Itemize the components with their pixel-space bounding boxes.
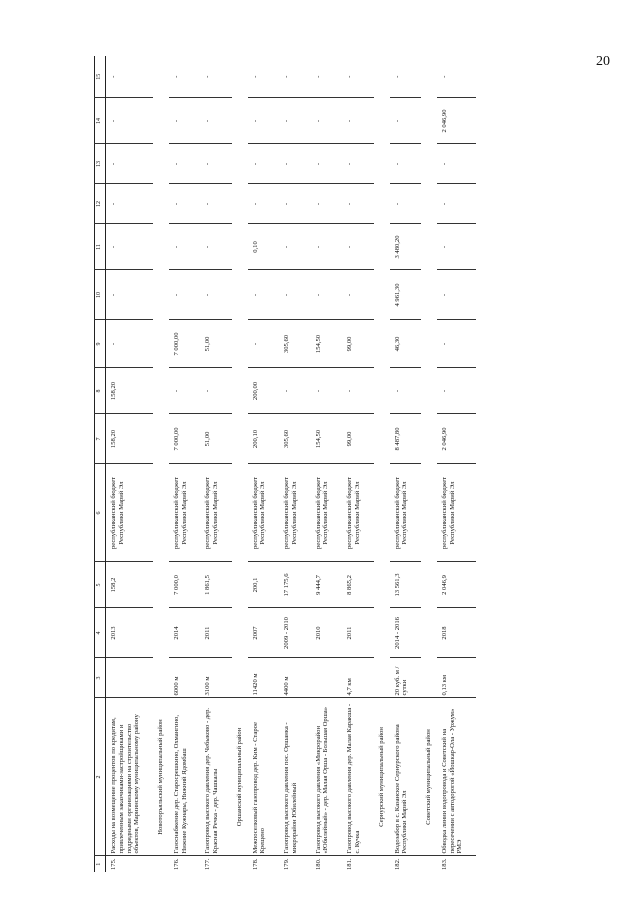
object-name: Газопровод высокого давления дер. Чебыково - дер. Красная Речка - дер. Чашкалы [200,698,232,856]
object-name: Расходы на возмещение процентов по кредитам, привлеченным заказчиками-застройщиками и подрядными организациями на строительство объектов, Мариинскому муниципальному району [106,698,154,856]
years: 2013 [106,608,154,658]
amount-col-14: - [311,98,343,144]
amount-col-14: - [342,98,374,144]
estimated-cost: 2 046,9 [437,562,476,608]
amount-col-11: - [437,224,476,270]
amount-col-10: - [169,270,201,320]
capacity [106,658,154,698]
estimated-cost: 9 444,7 [311,562,343,608]
amount-col-10: - [106,270,154,320]
page-number: 20 [596,54,610,69]
amount-col-9: 46,30 [390,320,422,368]
table-row [169,56,201,872]
funding-source: республиканский бюджет Республики Марий Эл [106,464,154,562]
amount-col-13: - [390,144,422,184]
capacity: 3100 м [200,658,232,698]
amount-col-10: - [279,270,311,320]
section-row [421,56,437,872]
total-amount: 154,50 [311,414,343,464]
funding-source: республиканский бюджет Республики Марий Эл [200,464,232,562]
capacity: 6000 м [169,658,201,698]
amount-col-15: - [248,56,280,98]
amount-col-15: - [390,56,422,98]
years: 2010 [311,608,343,658]
amount-col-15: - [437,56,476,98]
amount-col-9: - [437,320,476,368]
total-amount: 200,10 [248,414,280,464]
funding-source: республиканский бюджет Республики Марий Эл [169,464,201,562]
amount-col-8: - [342,368,374,414]
amount-col-9: 99,00 [342,320,374,368]
header-row [95,56,106,872]
funding-source: республиканский бюджет Республики Марий Эл [311,464,343,562]
amount-col-11: 0,10 [248,224,280,270]
capacity [311,658,343,698]
estimated-cost: 17 175,6 [279,562,311,608]
amount-col-13: - [342,144,374,184]
capacity: 11420 м [248,658,280,698]
amount-col-11: - [279,224,311,270]
amount-col-11: - [342,224,374,270]
col-header-15: 15 [95,56,106,98]
amount-col-8: 200,00 [248,368,280,414]
amount-col-12: - [437,184,476,224]
table-row [200,56,232,872]
amount-col-9: 7 000,00 [169,320,201,368]
amount-col-11: - [169,224,201,270]
row-number: 182. [393,858,401,870]
section-title: Оршанский муниципальный район [232,698,248,856]
amount-col-13: - [437,144,476,184]
amount-col-8: - [200,368,232,414]
years: 2009 - 2010 [279,608,311,658]
table-row [279,56,311,872]
years: 2011 [200,608,232,658]
amount-col-8: - [390,368,422,414]
amount-col-11: - [106,224,154,270]
total-amount: 2 046,90 [437,414,476,464]
amount-col-10: 4 961,30 [390,270,422,320]
funding-source: республиканский бюджет Республики Марий Эл [279,464,311,562]
amount-col-11: - [311,224,343,270]
amount-col-9: 51,00 [200,320,232,368]
table-row [311,56,343,872]
amount-col-14: - [248,98,280,144]
table-row [106,56,154,872]
amount-col-12: - [248,184,280,224]
total-amount: 305,60 [279,414,311,464]
object-name: Межпоселковый газопровод дер. Ким - Старое Крещено [248,698,280,856]
objects-table [94,56,476,872]
amount-col-13: - [248,144,280,184]
amount-col-10: - [342,270,374,320]
amount-col-14: - [106,98,154,144]
amount-col-12: - [200,184,232,224]
total-amount: 7 000,00 [169,414,201,464]
row-number: 178. [251,858,259,870]
amount-col-15: - [169,56,201,98]
amount-col-11: - [200,224,232,270]
years: 2007 [248,608,280,658]
section-title: Советский муниципальный район [421,698,437,856]
section-row [232,56,248,872]
object-name: Газоснабжение дер. Старосрешкино, Охмангино, Нижние Кужнары, Нижний Ядомбаш [169,698,201,856]
amount-col-8: - [311,368,343,414]
col-header-11: 11 [95,224,106,270]
col-header-7: 7 [95,414,106,464]
estimated-cost: 1 861,5 [200,562,232,608]
years: 2011 [342,608,374,658]
amount-col-13: - [200,144,232,184]
amount-col-14: 2 046,90 [437,98,476,144]
row-number: 183. [440,858,448,870]
object-name: Газопровод высокого давления «Микрорайон «Юбилейный» - дер. Малая Орша - Большая Орша» [311,698,343,856]
row-number: 177. [204,858,212,870]
col-header-12: 12 [95,184,106,224]
amount-col-10: - [248,270,280,320]
col-header-4: 4 [95,608,106,658]
amount-col-9: - [106,320,154,368]
amount-col-13: - [106,144,154,184]
amount-col-12: - [342,184,374,224]
amount-col-13: - [311,144,343,184]
col-header-1: 1 [95,856,106,872]
col-header-14: 14 [95,98,106,144]
row-number: 180. [314,858,322,870]
amount-col-10: - [437,270,476,320]
object-name: Обводка линии водопровода и Советский на пересечении с автодорогой «Йошкар-Ола - Уржум» РМЭ [437,698,476,856]
amount-col-15: - [342,56,374,98]
section-row [374,56,390,872]
amount-col-8: - [169,368,201,414]
row-number: 181. [346,858,354,870]
amount-col-8: 158,20 [106,368,154,414]
amount-col-15: - [200,56,232,98]
col-header-5: 5 [95,562,106,608]
amount-col-12: - [279,184,311,224]
section-row [153,56,169,872]
program-table-sheet [94,56,476,872]
col-header-13: 13 [95,144,106,184]
amount-col-14: - [169,98,201,144]
amount-col-15: - [106,56,154,98]
object-name: Газопровод высокого давления дер. Малая Каракша - с. Кучка [342,698,374,856]
amount-col-8: - [279,368,311,414]
capacity: 20 куб. м / сутки [390,658,422,698]
col-header-8: 8 [95,368,106,414]
funding-source: республиканский бюджет Республики Марий Эл [342,464,374,562]
amount-col-8: - [437,368,476,414]
col-header-10: 10 [95,270,106,320]
amount-col-14: - [390,98,422,144]
col-header-6: 6 [95,464,106,562]
years: 2014 - 2016 [390,608,422,658]
amount-col-14: - [279,98,311,144]
row-number: 176. [172,858,180,870]
estimated-cost: 200,1 [248,562,280,608]
amount-col-10: - [311,270,343,320]
table-row [248,56,280,872]
amount-col-9: 154,50 [311,320,343,368]
col-header-2: 2 [95,698,106,856]
table-row [390,56,422,872]
years: 2014 [169,608,201,658]
amount-col-10: - [200,270,232,320]
row-number: 175. [110,858,117,870]
amount-col-14: - [200,98,232,144]
capacity: 0,13 км [437,658,476,698]
amount-col-9: - [248,320,280,368]
amount-col-13: - [169,144,201,184]
funding-source: республиканский бюджет Республики Марий Эл [248,464,280,562]
object-name: Водозабор в с. Казанское Сернурского района Республики Марий Эл [390,698,422,856]
capacity: 4,7 км [342,658,374,698]
estimated-cost: 158,2 [106,562,154,608]
total-amount: 8 487,80 [390,414,422,464]
col-header-3: 3 [95,658,106,698]
years: 2018 [437,608,476,658]
total-amount: 158,20 [106,414,154,464]
amount-col-12: - [106,184,154,224]
amount-col-12: - [311,184,343,224]
section-title: Сернурский муниципальный район [374,698,390,856]
estimated-cost: 8 865,2 [342,562,374,608]
total-amount: 99,00 [342,414,374,464]
col-header-9: 9 [95,320,106,368]
table-body [106,56,477,872]
funding-source: республиканский бюджет Республики Марий Эл [437,464,476,562]
object-name: Газопровод высокого давления пос. Оршанка - микрорайон Юбилейный [279,698,311,856]
amount-col-12: - [390,184,422,224]
amount-col-15: - [279,56,311,98]
estimated-cost: 13 561,3 [390,562,422,608]
total-amount: 51,00 [200,414,232,464]
table-row [437,56,476,872]
row-number: 179. [283,858,291,870]
amount-col-11: 3 480,20 [390,224,422,270]
amount-col-12: - [169,184,201,224]
amount-col-15: - [311,56,343,98]
estimated-cost: 7 000,0 [169,562,201,608]
capacity: 4400 м [279,658,311,698]
amount-col-9: 305,60 [279,320,311,368]
funding-source: республиканский бюджет Республики Марий Эл [390,464,422,562]
table-row [342,56,374,872]
amount-col-13: - [279,144,311,184]
section-title: Новоторъяльский муниципальный район [153,698,169,856]
